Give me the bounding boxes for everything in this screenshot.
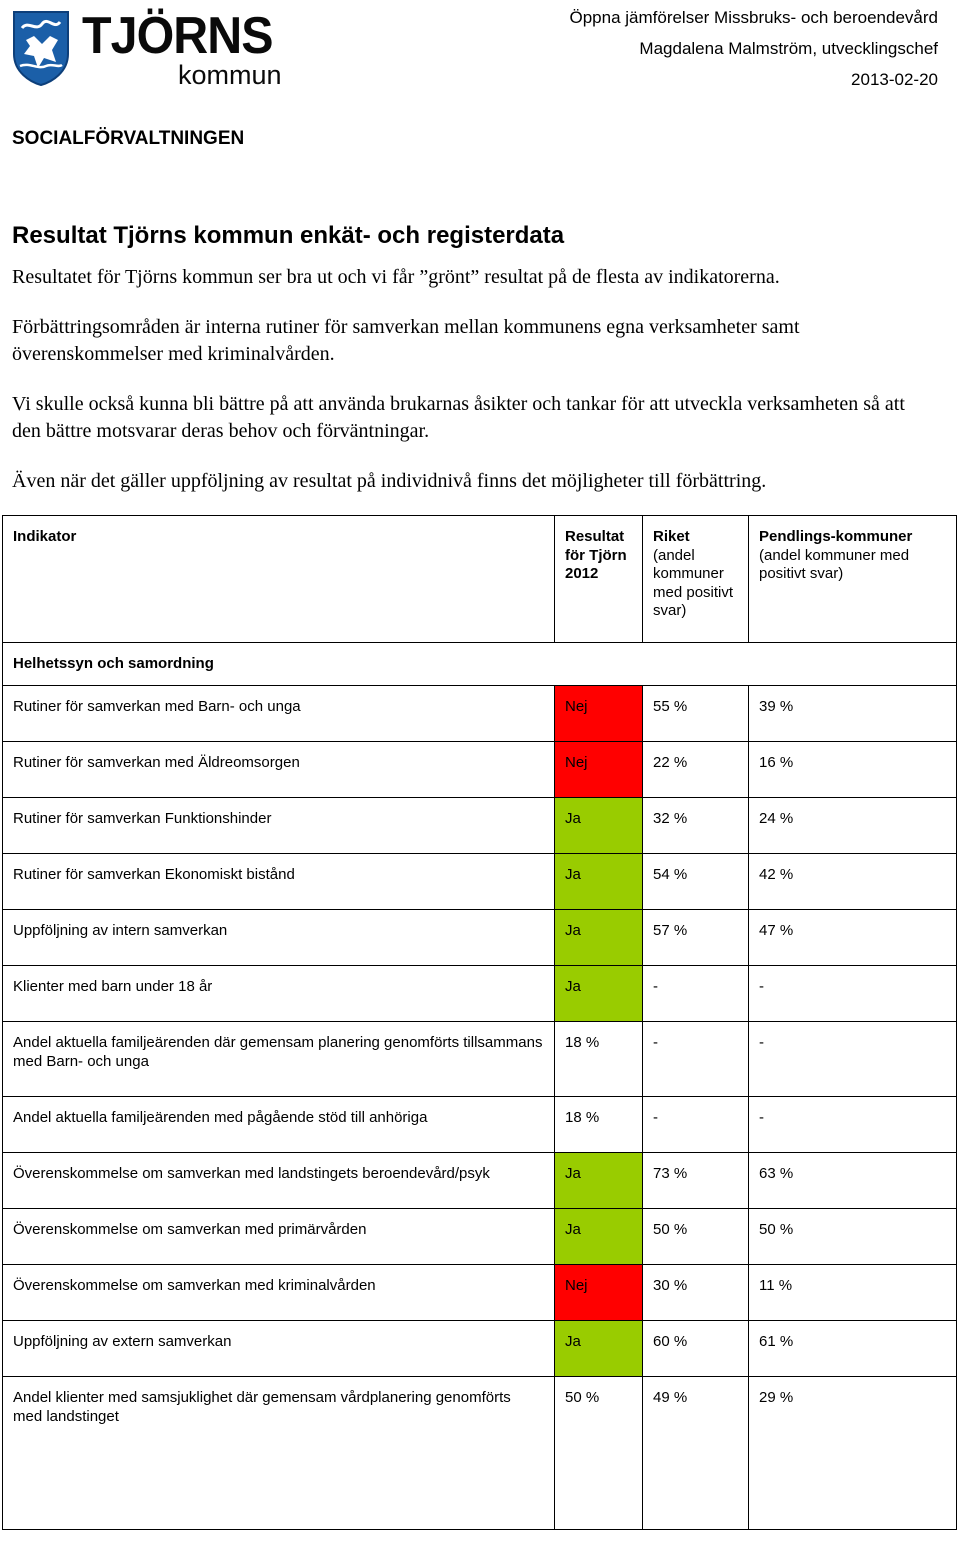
cell-result: Ja	[555, 910, 643, 966]
cell-indicator: Andel aktuella familjeärenden med pågående stöd till anhöriga	[3, 1097, 555, 1153]
cell-result: 50 %	[555, 1377, 643, 1530]
table-row	[3, 1209, 957, 1265]
cell-result: Ja	[555, 1209, 643, 1265]
cell-result: Nej	[555, 742, 643, 798]
header-result: Resultat för Tjörn 2012	[555, 516, 643, 643]
header-author: Magdalena Malmström, utvecklingschef	[639, 39, 938, 58]
page-title: Resultat Tjörns kommun enkät- och registerdata	[12, 222, 565, 249]
header-subject: Öppna jämförelser Missbruks- och beroendevård	[569, 8, 938, 27]
coat-of-arms-icon	[12, 10, 70, 86]
section-row	[3, 643, 957, 686]
cell-indicator: Rutiner för samverkan med Äldreomsorgen	[3, 742, 555, 798]
cell-indicator: Klienter med barn under 18 år	[3, 966, 555, 1022]
table-row	[3, 854, 957, 910]
table-row	[3, 686, 957, 742]
header-date: 2013-02-20	[851, 70, 938, 89]
tjorns-logo	[12, 7, 302, 90]
cell-riket: 57 %	[643, 910, 749, 966]
cell-indicator: Uppföljning av intern samverkan	[3, 910, 555, 966]
cell-pendling: 63 %	[749, 1153, 957, 1209]
table-row	[3, 1321, 957, 1377]
cell-result: Ja	[555, 798, 643, 854]
cell-riket: 50 %	[643, 1209, 749, 1265]
table-row	[3, 910, 957, 966]
table-row	[3, 966, 957, 1022]
cell-riket: -	[643, 1022, 749, 1097]
cell-riket: 32 %	[643, 798, 749, 854]
section-title: Helhetssyn och samordning	[3, 643, 957, 686]
cell-indicator: Överenskommelse om samverkan med landstingets beroendevård/psyk	[3, 1153, 555, 1209]
cell-pendling: 24 %	[749, 798, 957, 854]
header-riket	[643, 516, 749, 643]
cell-indicator: Andel klienter med samsjuklighet där gemensam vårdplanering genomförts med landstinget	[3, 1377, 555, 1530]
cell-pendling: -	[749, 966, 957, 1022]
cell-indicator: Överenskommelse om samverkan med kriminalvården	[3, 1265, 555, 1321]
cell-indicator: Överenskommelse om samverkan med primärvården	[3, 1209, 555, 1265]
indicator-table	[2, 515, 957, 1530]
table-row	[3, 1153, 957, 1209]
cell-result: Nej	[555, 1265, 643, 1321]
cell-pendling: 61 %	[749, 1321, 957, 1377]
cell-pendling: 29 %	[749, 1377, 957, 1530]
header-indicator: Indikator	[3, 516, 555, 643]
cell-pendling: 39 %	[749, 686, 957, 742]
cell-pendling: -	[749, 1097, 957, 1153]
cell-pendling: 50 %	[749, 1209, 957, 1265]
cell-riket: 22 %	[643, 742, 749, 798]
cell-pendling: 47 %	[749, 910, 957, 966]
cell-result: Ja	[555, 966, 643, 1022]
paragraph: Förbättringsområden är interna rutiner för samverkan mellan kommunens egna verksamheter samt överenskommelser med kriminalvården.	[12, 316, 800, 365]
logo-wordmark: TJÖRNS	[82, 7, 273, 65]
cell-pendling: 11 %	[749, 1265, 957, 1321]
header-riket-note: (andel kommuner med positivt svar)	[653, 546, 734, 619]
cell-result: Ja	[555, 1153, 643, 1209]
cell-pendling: 42 %	[749, 854, 957, 910]
cell-riket: 73 %	[643, 1153, 749, 1209]
table-row	[3, 742, 957, 798]
document-header	[569, 2, 938, 95]
paragraph: Även när det gäller uppföljning av resultat på individnivå finns det möjligheter till förbättring.	[12, 470, 767, 492]
cell-indicator: Rutiner för samverkan Funktionshinder	[3, 798, 555, 854]
cell-riket: -	[643, 966, 749, 1022]
cell-riket: -	[643, 1097, 749, 1153]
cell-riket: 60 %	[643, 1321, 749, 1377]
paragraph: Vi skulle också kunna bli bättre på att använda brukarnas åsikter och tankar för att utveckla verksamheten så att den bättre motsvarar deras behov och förväntningar.	[12, 393, 905, 442]
table-body	[3, 686, 957, 1530]
cell-result: 18 %	[555, 1097, 643, 1153]
cell-result: 18 %	[555, 1022, 643, 1097]
cell-riket: 55 %	[643, 686, 749, 742]
cell-result: Ja	[555, 854, 643, 910]
table-row	[3, 1377, 957, 1530]
table-row	[3, 1022, 957, 1097]
cell-result: Nej	[555, 686, 643, 742]
table-row	[3, 798, 957, 854]
paragraph: Resultatet för Tjörns kommun ser bra ut och vi får ”grönt” resultat på de flesta av indikatorerna.	[12, 266, 780, 288]
cell-indicator: Andel aktuella familjeärenden där gemensam planering genomförts tillsammans med Barn- och unga	[3, 1022, 555, 1097]
table-header-row	[3, 516, 957, 643]
intro-text	[12, 264, 932, 518]
cell-indicator: Rutiner för samverkan Ekonomiskt bistånd	[3, 854, 555, 910]
cell-indicator: Rutiner för samverkan med Barn- och unga	[3, 686, 555, 742]
logo-subtitle: kommun	[178, 60, 282, 90]
header-pendling-title: Pendlings-kommuner	[759, 528, 913, 545]
cell-result: Ja	[555, 1321, 643, 1377]
header-pendling-note: (andel kommuner med positivt svar)	[759, 546, 910, 582]
table-row	[3, 1265, 957, 1321]
cell-riket: 54 %	[643, 854, 749, 910]
header-riket-title: Riket	[653, 528, 690, 545]
cell-riket: 30 %	[643, 1265, 749, 1321]
department-name: SOCIALFÖRVALTNINGEN	[12, 128, 245, 149]
cell-pendling: -	[749, 1022, 957, 1097]
cell-indicator: Uppföljning av extern samverkan	[3, 1321, 555, 1377]
cell-pendling: 16 %	[749, 742, 957, 798]
header-pendling	[749, 516, 957, 643]
table-row	[3, 1097, 957, 1153]
cell-riket: 49 %	[643, 1377, 749, 1530]
